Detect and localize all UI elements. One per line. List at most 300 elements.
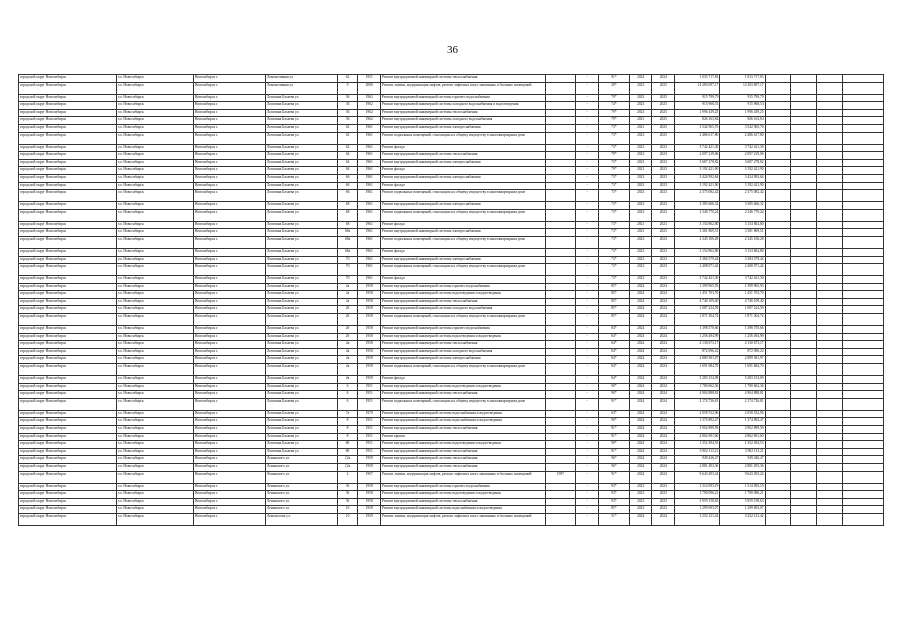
cell-extra (545, 448, 576, 456)
cell-y1: 2024 (629, 75, 652, 83)
cell-work: Ремонт фасада (380, 248, 545, 256)
cell-sum1: 2 346 770,24 (675, 209, 720, 221)
cell-district: городской округ Новосибирск (19, 276, 117, 284)
cell-y1: 2023 (629, 102, 652, 110)
cell-city: Новосибирск г. (193, 256, 265, 264)
cell-house: 2в (337, 356, 358, 364)
cell-sum1: 2 881 493,36 (675, 463, 720, 471)
cell-cat: - (576, 341, 599, 349)
cell-house: 36 (337, 109, 358, 117)
cell-street: Лопатина Бахаева ул. (265, 248, 337, 256)
cell-work: Ремонт внутридомовой инженерной системы теплоснабжения (380, 298, 545, 306)
cell-city: Новосибирск г. (193, 418, 265, 426)
cell-city: Новосибирск г. (193, 483, 265, 491)
cell-year: 1951 (358, 75, 381, 83)
cell-district: городской округ Новосибирск (19, 94, 117, 102)
cell-cat: - (576, 433, 599, 441)
cell-sum1: 2 097 219,06 (675, 152, 720, 160)
cell-work: Ремонт внутридомовой инженерной системы водоотведения и водоотведения (380, 333, 545, 341)
cell-empty (842, 264, 883, 276)
cell-empty (791, 291, 817, 299)
cell-sum2: 3 154 862,80 (720, 248, 765, 256)
cell-sum1: 4 130 673,17 (675, 341, 720, 349)
cell-extra (545, 209, 576, 221)
table-row (19, 202, 884, 210)
cell-city: Новосибирск г. (193, 283, 265, 291)
cell-district: городской округ Новосибирск (19, 256, 117, 264)
cell-empty (817, 124, 843, 132)
cell-empty (817, 471, 843, 483)
cell-y1: 2024 (629, 314, 652, 326)
cell-y2: 2023 (652, 159, 675, 167)
cell-period: 84* (599, 356, 630, 364)
cell-sum2: 1 790 096,21 (720, 491, 765, 499)
cell-sum1: 949 426,47 (675, 456, 720, 464)
cell-sum2: 2 889 381,97 (720, 356, 765, 364)
cell-empty (765, 94, 791, 102)
cell-street: Лопатина Бахаева ул. (265, 410, 337, 418)
cell-work: Ремонт внутридомовой инженерной системы теплоснабжения (380, 456, 545, 464)
cell-year: 1961 (358, 167, 381, 175)
cell-sum1: 3 902 899,59 (675, 426, 720, 434)
cell-city: Новосибирск г. (193, 102, 265, 110)
cell-empty (817, 333, 843, 341)
cell-settlement: г.п. Новосибирск (116, 391, 193, 399)
cell-city: Новосибирск г. (193, 463, 265, 471)
cell-empty (791, 410, 817, 418)
cell-empty (791, 102, 817, 110)
cell-settlement: г.п. Новосибирск (116, 418, 193, 426)
cell-house: 2а (337, 291, 358, 299)
cell-extra (545, 229, 576, 237)
cell-y1: 2024 (629, 418, 652, 426)
table-row (19, 498, 884, 506)
cell-y1: 2024 (629, 376, 652, 384)
cell-period: 84* (599, 376, 630, 384)
table-row (19, 152, 884, 160)
cell-empty (765, 109, 791, 117)
cell-district: городской округ Новосибирск (19, 298, 117, 306)
cell-empty (791, 264, 817, 276)
cell-extra (545, 144, 576, 152)
cell-house: 8б (337, 441, 358, 449)
cell-empty (817, 456, 843, 464)
cell-empty (817, 383, 843, 391)
cell-period: 91* (599, 75, 630, 83)
cell-empty (791, 132, 817, 144)
cell-empty (817, 433, 843, 441)
cell-city: Новосибирск г. (193, 471, 265, 483)
cell-street: Лопатина Бахаева ул. (265, 314, 337, 326)
cell-empty (791, 356, 817, 364)
cell-y1: 2024 (629, 448, 652, 456)
cell-empty (842, 348, 883, 356)
cell-y1: 2023 (629, 94, 652, 102)
cell-work: Ремонт внутридомовой инженерной системы холодного водоснабжения (380, 348, 545, 356)
cell-extra (545, 82, 576, 94)
cell-settlement: г.п. Новосибирск (116, 376, 193, 384)
cell-empty (842, 433, 883, 441)
cell-empty (817, 341, 843, 349)
cell-sum2: 3 384 579,44 (720, 256, 765, 264)
cell-cat: - (576, 94, 599, 102)
cell-city: Новосибирск г. (193, 132, 265, 144)
cell-district: городской округ Новосибирск (19, 306, 117, 314)
cell-empty (791, 236, 817, 248)
cell-empty (817, 391, 843, 399)
cell-empty (842, 190, 883, 202)
cell-settlement: г.п. Новосибирск (116, 159, 193, 167)
cell-sum2: 3 424 992,64 (720, 174, 765, 182)
cell-y1: 2021 (629, 221, 652, 229)
cell-year: 1958 (358, 463, 381, 471)
cell-work: Ремонт внутридомовой инженерной системы водоотведения и водоотведения (380, 291, 545, 299)
cell-empty (791, 463, 817, 471)
cell-work: Ремонт фасада (380, 167, 545, 175)
cell-year: 1958 (358, 498, 381, 506)
cell-sum1: 1 314 093,19 (675, 483, 720, 491)
cell-year: 1961 (358, 264, 381, 276)
cell-year: 1958 (358, 348, 381, 356)
cell-empty (791, 152, 817, 160)
cell-y2: 2023 (652, 248, 675, 256)
cell-sum1: 4 746 109,40 (675, 298, 720, 306)
cell-cat: - (576, 102, 599, 110)
cell-empty (765, 410, 791, 418)
table-row (19, 326, 884, 334)
cell-sum2: 1 780 662,36 (720, 383, 765, 391)
cell-extra (545, 341, 576, 349)
cell-extra: 1997 (545, 471, 576, 483)
cell-extra (545, 326, 576, 334)
cell-sum2: 3 192 421,90 (720, 182, 765, 190)
cell-cat: - (576, 314, 599, 326)
cell-y1: 2023 (629, 248, 652, 256)
cell-empty (791, 471, 817, 483)
cell-y1: 2023 (629, 209, 652, 221)
cell-sum2: 872 096,22 (720, 348, 765, 356)
cell-empty (791, 433, 817, 441)
cell-sum2: 3 385 666,32 (720, 202, 765, 210)
cell-year: 1959 (358, 513, 381, 525)
cell-city: Новосибирск г. (193, 236, 265, 248)
cell-house: 70 (337, 256, 358, 264)
cell-y1: 2024 (629, 306, 652, 314)
cell-settlement: г.п. Новосибирск (116, 333, 193, 341)
cell-y2: 2023 (652, 256, 675, 264)
cell-empty (765, 314, 791, 326)
cell-y2: 2024 (652, 364, 675, 376)
cell-y1: 2021 (629, 117, 652, 125)
cell-house: 6 (337, 398, 358, 410)
cell-cat: - (576, 236, 599, 248)
cell-district: городской округ Новосибирск (19, 236, 117, 248)
cell-cat: - (576, 426, 599, 434)
table-row (19, 144, 884, 152)
cell-empty (791, 75, 817, 83)
cell-empty (765, 456, 791, 464)
cell-sum2: 1 399 965,93 (720, 283, 765, 291)
cell-house: 64 (337, 152, 358, 160)
cell-year: 1958 (358, 298, 381, 306)
cell-street: Лопатина Бахаева ул. (265, 298, 337, 306)
cell-y2: 2024 (652, 398, 675, 410)
cell-city: Новосибирск г. (193, 248, 265, 256)
table-body (19, 75, 884, 526)
cell-extra (545, 376, 576, 384)
cell-cat: - (576, 471, 599, 483)
cell-sum2: 2 881 493,36 (720, 463, 765, 471)
cell-street: Ленинского ул. (265, 491, 337, 499)
cell-period: 96* (599, 456, 630, 464)
cell-empty (791, 124, 817, 132)
cell-house: 3б (337, 483, 358, 491)
cell-extra (545, 167, 576, 175)
cell-sum2: 3 742 421,30 (720, 276, 765, 284)
cell-y2: 2024 (652, 391, 675, 399)
cell-empty (842, 202, 883, 210)
cell-y1: 2023 (629, 190, 652, 202)
cell-settlement: г.п. Новосибирск (116, 82, 193, 94)
cell-sum1: 1 299 693,07 (675, 506, 720, 514)
cell-year: 1961 (358, 174, 381, 182)
cell-street: Лопатина Бахаева ул. (265, 124, 337, 132)
cell-work: Ремонт внутридомовой инженерной системы теплоснабжения (380, 341, 545, 349)
cell-extra (545, 398, 576, 410)
cell-work: Ремонт, замена, модернизация лифтов, ремонт лифтовых шахт, машинных и блочных помещений (380, 82, 545, 94)
cell-cat: - (576, 132, 599, 144)
cell-y2: 2024 (652, 306, 675, 314)
table-row (19, 283, 884, 291)
cell-district: городской округ Новосибирск (19, 174, 117, 182)
cell-sum2: 5 283 154,09 (720, 376, 765, 384)
cell-sum1: 3 192 421,90 (675, 182, 720, 190)
cell-extra (545, 364, 576, 376)
cell-year: 1958 (358, 506, 381, 514)
cell-house: 2в (337, 376, 358, 384)
cell-work: Ремонт подвальных помещений, относящихся к общему имуществу в многоквартирном доме (380, 132, 545, 144)
cell-street: Лопатина Бахаева ул. (265, 221, 337, 229)
cell-work: Ремонт внутридомовой инженерной системы водоотведения и водоотведения (380, 491, 545, 499)
cell-settlement: г.п. Новосибирск (116, 109, 193, 117)
cell-y2: 2024 (652, 418, 675, 426)
cell-empty (791, 174, 817, 182)
cell-street: Лопатина Бахаева ул. (265, 174, 337, 182)
cell-house: 3б (337, 491, 358, 499)
cell-period: 73* (599, 159, 630, 167)
cell-y2: 2023 (652, 202, 675, 210)
cell-cat: - (576, 124, 599, 132)
cell-period: 90* (599, 391, 630, 399)
cell-empty (817, 256, 843, 264)
cell-street: Ленинского ул. (265, 463, 337, 471)
cell-extra (545, 410, 576, 418)
cell-street: Ленинского ул. (265, 471, 337, 483)
cell-city: Новосибирск г. (193, 513, 265, 525)
cell-empty (842, 498, 883, 506)
cell-y1: 2024 (629, 341, 652, 349)
cell-house: 68 (337, 221, 358, 229)
cell-empty (817, 376, 843, 384)
cell-city: Новосибирск г. (193, 159, 265, 167)
cell-period: 85* (599, 306, 630, 314)
cell-city: Новосибирск г. (193, 182, 265, 190)
cell-house: 3б (337, 498, 358, 506)
table-row (19, 209, 884, 221)
cell-house: 68а (337, 236, 358, 248)
cell-house: 2в (337, 364, 358, 376)
cell-work: Ремонт подвальных помещений, относящихся к общему имуществу в многоквартирном доме (380, 314, 545, 326)
cell-district: городской округ Новосибирск (19, 229, 117, 237)
cell-house: 7а (337, 410, 358, 418)
cell-empty (842, 229, 883, 237)
cell-empty (765, 291, 791, 299)
cell-cat: - (576, 491, 599, 499)
cell-house: 62 (337, 124, 358, 132)
cell-house: 8б (337, 448, 358, 456)
cell-empty (817, 426, 843, 434)
cell-settlement: г.п. Новосибирск (116, 190, 193, 202)
cell-settlement: г.п. Новосибирск (116, 229, 193, 237)
cell-street: Лопатина Бахаева ул. (265, 441, 337, 449)
cell-house: 2б (337, 306, 358, 314)
cell-settlement: г.п. Новосибирск (116, 483, 193, 491)
cell-work: Ремонт внутридомовой инженерной системы горячего водоснабжения (380, 94, 545, 102)
cell-empty (765, 298, 791, 306)
cell-sum1: 2 486 617,80 (675, 132, 720, 144)
cell-city: Новосибирск г. (193, 441, 265, 449)
cell-settlement: г.п. Новосибирск (116, 117, 193, 125)
cell-period: 51* (599, 513, 630, 525)
cell-work: Ремонт, замена, модернизация лифтов, ремонт лифтовых шахт, машинных и блочных помещений (380, 513, 545, 525)
cell-city: Новосибирск г. (193, 348, 265, 356)
cell-extra (545, 383, 576, 391)
cell-extra (545, 283, 576, 291)
cell-settlement: г.п. Новосибирск (116, 209, 193, 221)
cell-cat: - (576, 229, 599, 237)
cell-sum1: 1 087 224,59 (675, 306, 720, 314)
cell-street: Лопатина Бахаева ул. (265, 398, 337, 410)
cell-empty (791, 229, 817, 237)
cell-settlement: г.п. Новосибирск (116, 456, 193, 464)
cell-sum1: 4 904 888,81 (675, 391, 720, 399)
cell-city: Новосибирск г. (193, 498, 265, 506)
cell-cat: - (576, 513, 599, 525)
cell-period: 93* (599, 483, 630, 491)
cell-settlement: г.п. Новосибирск (116, 348, 193, 356)
cell-settlement: г.п. Новосибирск (116, 174, 193, 182)
cell-city: Новосибирск г. (193, 82, 265, 94)
cell-work: Ремонт фасада (380, 144, 545, 152)
cell-sum2: 826 163,84 (720, 117, 765, 125)
table-row (19, 333, 884, 341)
table-row (19, 376, 884, 384)
cell-sum2: 2 486 617,80 (720, 132, 765, 144)
cell-house: 36 (337, 102, 358, 110)
cell-empty (791, 513, 817, 525)
cell-empty (765, 391, 791, 399)
cell-empty (765, 229, 791, 237)
cell-district: городской округ Новосибирск (19, 426, 117, 434)
cell-empty (842, 236, 883, 248)
cell-empty (765, 471, 791, 483)
cell-house: 36 (337, 117, 358, 125)
cell-sum2: 3 902 899,59 (720, 426, 765, 434)
cell-sum2: 1 374 892,47 (720, 418, 765, 426)
cell-empty (791, 326, 817, 334)
cell-sum2: 1 033 717,83 (720, 75, 765, 83)
cell-empty (765, 264, 791, 276)
cell-district: городской округ Новосибирск (19, 333, 117, 341)
table-row (19, 221, 884, 229)
cell-settlement: г.п. Новосибирск (116, 513, 193, 525)
cell-year: 1961 (358, 276, 381, 284)
cell-empty (791, 167, 817, 175)
cell-sum2: 3 687 278,82 (720, 159, 765, 167)
cell-cat: - (576, 348, 599, 356)
cell-y2: 2025 (652, 102, 675, 110)
cell-sum2: 3 959 158,63 (720, 498, 765, 506)
cell-empty (842, 94, 883, 102)
cell-empty (842, 75, 883, 83)
table-row (19, 433, 884, 441)
cell-year: 1961 (358, 248, 381, 256)
cell-empty (842, 376, 883, 384)
cell-city: Новосибирск г. (193, 306, 265, 314)
cell-sum1: 4 862 691,60 (675, 433, 720, 441)
cell-work: Ремонт внутридомовой инженерной системы водоотведения и водоотведения (380, 441, 545, 449)
cell-extra (545, 498, 576, 506)
cell-district: городской округ Новосибирск (19, 283, 117, 291)
cell-period: 85* (599, 298, 630, 306)
cell-period: 85* (599, 506, 630, 514)
cell-empty (791, 209, 817, 221)
cell-year: 1958 (358, 333, 381, 341)
cell-street: Лопатина Бахаева ул. (265, 94, 337, 102)
cell-y1: 2024 (629, 326, 652, 334)
cell-street: Лопатина Бахаева ул. (265, 144, 337, 152)
cell-district: городской округ Новосибирск (19, 348, 117, 356)
table-row (19, 364, 884, 376)
cell-district: городской округ Новосибирск (19, 463, 117, 471)
cell-cat: - (576, 441, 599, 449)
cell-street: Лопатина Бахаева ул. (265, 256, 337, 264)
cell-cat: - (576, 456, 599, 464)
cell-y1: 2023 (629, 506, 652, 514)
cell-street: Ленинского ул. (265, 483, 337, 491)
cell-settlement: г.п. Новосибирск (116, 364, 193, 376)
cell-empty (817, 348, 843, 356)
cell-cat: - (576, 364, 599, 376)
cell-empty (791, 221, 817, 229)
cell-work: Ремонт подвальных помещений, относящихся к общему имуществу в многоквартирном доме (380, 209, 545, 221)
cell-y1: 2024 (629, 471, 652, 483)
cell-house: 62 (337, 75, 358, 83)
cell-work: Ремонт подвальных помещений, относящихся к общему имуществу в многоквартирном доме (380, 364, 545, 376)
cell-period: 90* (599, 383, 630, 391)
cell-house: 66 (337, 182, 358, 190)
cell-street: Лопатина Бахаева ул. (265, 433, 337, 441)
cell-y1: 2024 (629, 348, 652, 356)
table-row (19, 124, 884, 132)
cell-city: Новосибирск г. (193, 167, 265, 175)
cell-empty (842, 221, 883, 229)
table-row (19, 356, 884, 364)
cell-empty (817, 152, 843, 160)
cell-year: 1958 (358, 306, 381, 314)
cell-sum2: 1 871 304,74 (720, 314, 765, 326)
cell-y2: 2025 (652, 94, 675, 102)
